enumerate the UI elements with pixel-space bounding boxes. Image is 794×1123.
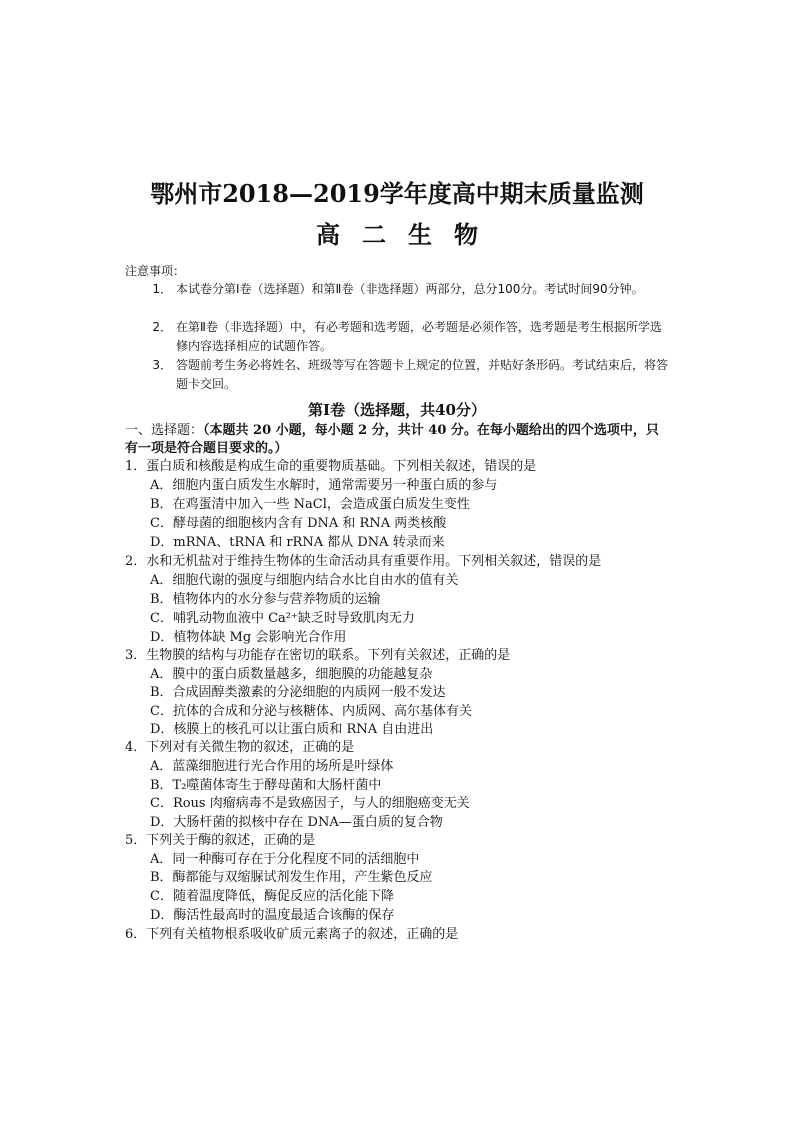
- question-option: D．大肠杆菌的拟核中存在 DNA—蛋白质的复合物: [150, 815, 443, 830]
- section-title: 第Ⅰ卷（选择题，共40分）: [308, 401, 486, 419]
- question-stem: 4．下列对有关微生物的叙述，正确的是: [125, 740, 355, 755]
- question-option: B．合成固醇类激素的分泌细胞的内质网一般不发达: [150, 685, 446, 700]
- question-option: C．抗体的合成和分泌与核糖体、内质网、高尔基体有关: [150, 704, 472, 719]
- section-intro-label: 一、选择题：: [125, 423, 204, 438]
- question-option: D．mRNA、tRNA 和 rRNA 都从 DNA 转录而来: [150, 535, 445, 550]
- question-option: C．酵母菌的细胞核内含有 DNA 和 RNA 两类核酸: [150, 516, 447, 531]
- question-stem: 5．下列关于酶的叙述，正确的是: [125, 833, 316, 848]
- question-stem: 1．蛋白质和核酸是构成生命的重要物质基础。下列相关叙述，错误的是: [125, 459, 537, 474]
- question-option: D．酶活性最高时的温度最适合该酶的保存: [150, 908, 395, 923]
- question-option: B．酶都能与双缩脲试剂发生作用，产生紫色反应: [150, 870, 433, 885]
- question-option: B．在鸡蛋清中加入一些 NaCl，会造成蛋白质发生变性: [150, 497, 470, 512]
- notice-item: [152, 356, 672, 394]
- question-option: D．植物体缺 Mg 会影响光合作用: [150, 630, 347, 645]
- section-intro-text: （本题共 20 小题，每小题 2 分，共计 40 分。在每小题给出的四个选项中，只有一项是符合题目要求的。）: [125, 423, 659, 456]
- question-option: C．哺乳动物血液中 Ca²⁺缺乏时导致肌肉无力: [150, 611, 415, 626]
- notice-item-text: 在第Ⅱ卷（非选择题）中，有必考题和选考题，必考题是必须作答，选考题是考生根据所学选修内容选择相应的试题作答。: [176, 320, 662, 353]
- question-option: A．膜中的蛋白质数量越多，细胞膜的功能越复杂: [150, 667, 433, 682]
- question-option: A．细胞内蛋白质发生水解时，通常需要另一种蛋白质的参与: [150, 478, 498, 493]
- question-option: C．Rous 肉瘤病毒不是致癌因子，与人的细胞癌变无关: [150, 796, 470, 811]
- question-option: A．蓝藻细胞进行光合作用的场所是叶绿体: [150, 759, 394, 774]
- notice-item-number: 1．: [152, 282, 172, 296]
- notice-item-number: 2．: [152, 320, 172, 334]
- section-intro: [125, 422, 670, 458]
- question-option: B．T₂噬菌体寄生于酵母菌和大肠杆菌中: [150, 778, 382, 793]
- notice-item-text: 答题前考生务必将姓名、班级等写在答题卡上规定的位置，并贴好条形码。考试结束后，将答题卡交回。: [176, 358, 669, 391]
- question-option: D．核膜上的核孔可以让蛋白质和 RNA 自由进出: [150, 722, 434, 737]
- exam-title: 鄂州市2018—2019学年度高中期末质量监测: [150, 179, 644, 208]
- question-stem: 6．下列有关植物根系吸收矿质元素离子的叙述，正确的是: [125, 927, 459, 942]
- notice-heading: 注意事项：: [125, 264, 186, 278]
- question-option: A．同一种酶可存在于分化程度不同的活细胞中: [150, 852, 420, 867]
- question-stem: 2．水和无机盐对于维持生物体的生命活动具有重要作用。下列相关叙述，错误的是: [125, 554, 602, 569]
- question-stem: 3．生物膜的结构与功能存在密切的联系。下列有关叙述，正确的是: [125, 648, 511, 663]
- notice-item: [152, 318, 672, 356]
- question-option: A．细胞代谢的强度与细胞内结合水比自由水的值有关: [150, 573, 459, 588]
- question-option: B．植物体内的水分参与营养物质的运输: [150, 592, 381, 607]
- exam-subject: 高二生物: [316, 220, 500, 249]
- notice-item-number: 3．: [152, 358, 172, 372]
- notice-item: [152, 280, 672, 299]
- question-option: C．随着温度降低，酶促反应的活化能下降: [150, 889, 394, 904]
- notice-item-text: 本试卷分第Ⅰ卷（选择题）和第Ⅱ卷（非选择题）两部分，总分100分。考试时间90分钟。: [176, 282, 644, 296]
